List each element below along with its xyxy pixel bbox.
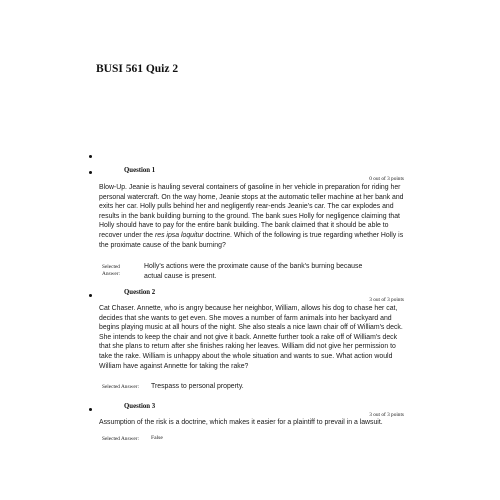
question-2-answer-label: Selected Answer:	[102, 384, 139, 390]
question-1-text-part2: doctrine. Which of the following is true regarding whether Holly is the proximate cause of the bank burning?	[99, 231, 404, 249]
question-3-selected-answer: False	[151, 435, 163, 441]
question-3-points: 3 out of 3 points	[369, 412, 404, 418]
question-2-bullet	[89, 294, 92, 297]
question-1-text-part1: Blow-Up. Jeanie is hauling several containers of gasoline in her vehicle in preparation for riding her personal watercraft. On the way home, Jeanie stops at the automatic teller machine at her bank and exits her car. Holly pulls behind her and negligently rear-ends Jeanie's car. The car explodes and results in the bank building burning to the ground. The bank sues Holly for negligence claiming that Holly should have to pay for the entire bank building. The bank claimed that it should be able to recover under the	[99, 184, 404, 239]
answer-label-line1: Selected	[102, 264, 120, 270]
question-3-bullet	[89, 408, 92, 411]
quiz-title: BUSI 561 Quiz 2	[96, 63, 179, 75]
list-bullet	[89, 155, 92, 158]
question-2-points: 3 out of 3 points	[369, 297, 404, 303]
question-1-text-italic: res ipsa loquitur	[154, 231, 204, 239]
question-1-heading: Question 1	[124, 167, 156, 174]
question-2-selected-answer: Trespass to personal property.	[151, 383, 244, 390]
question-3-answer-label: Selected Answer:	[102, 436, 139, 442]
question-2-heading: Question 2	[124, 289, 156, 296]
question-3-text: Assumption of the risk is a doctrine, which makes it easier for a plaintiff to prevail in a lawsuit.	[99, 419, 383, 426]
question-1-bullet	[89, 171, 92, 174]
question-2-text: Cat Chaser. Annette, who is angry because her neighbor, William, allows his dog to chase her cat, decides that she wants to get even. She moves a number of farm animals into her backyard and begins playing music at all hours of the night. She also steals a nice lawn chair off of William's deck. She intends to keep the chair and not give it back. Annette further took a rake off of William's deck that she plans to return after she finishes raking her leaves. William did not give her permission to take the rake. William is unhappy about the whole situation and wants to sue. What action would William have against Annette for taking the rake?	[99, 305, 403, 370]
question-3-heading: Question 3	[124, 403, 156, 410]
question-1-text	[99, 183, 405, 250]
question-1-answer-label	[102, 264, 120, 278]
answer-label-line2: Answer:	[102, 271, 120, 277]
question-1-points: 0 out of 3 points	[369, 176, 404, 182]
question-1-selected-answer: Holly's actions were the proximate cause of the bank's burning because actual cause is present.	[144, 263, 363, 280]
